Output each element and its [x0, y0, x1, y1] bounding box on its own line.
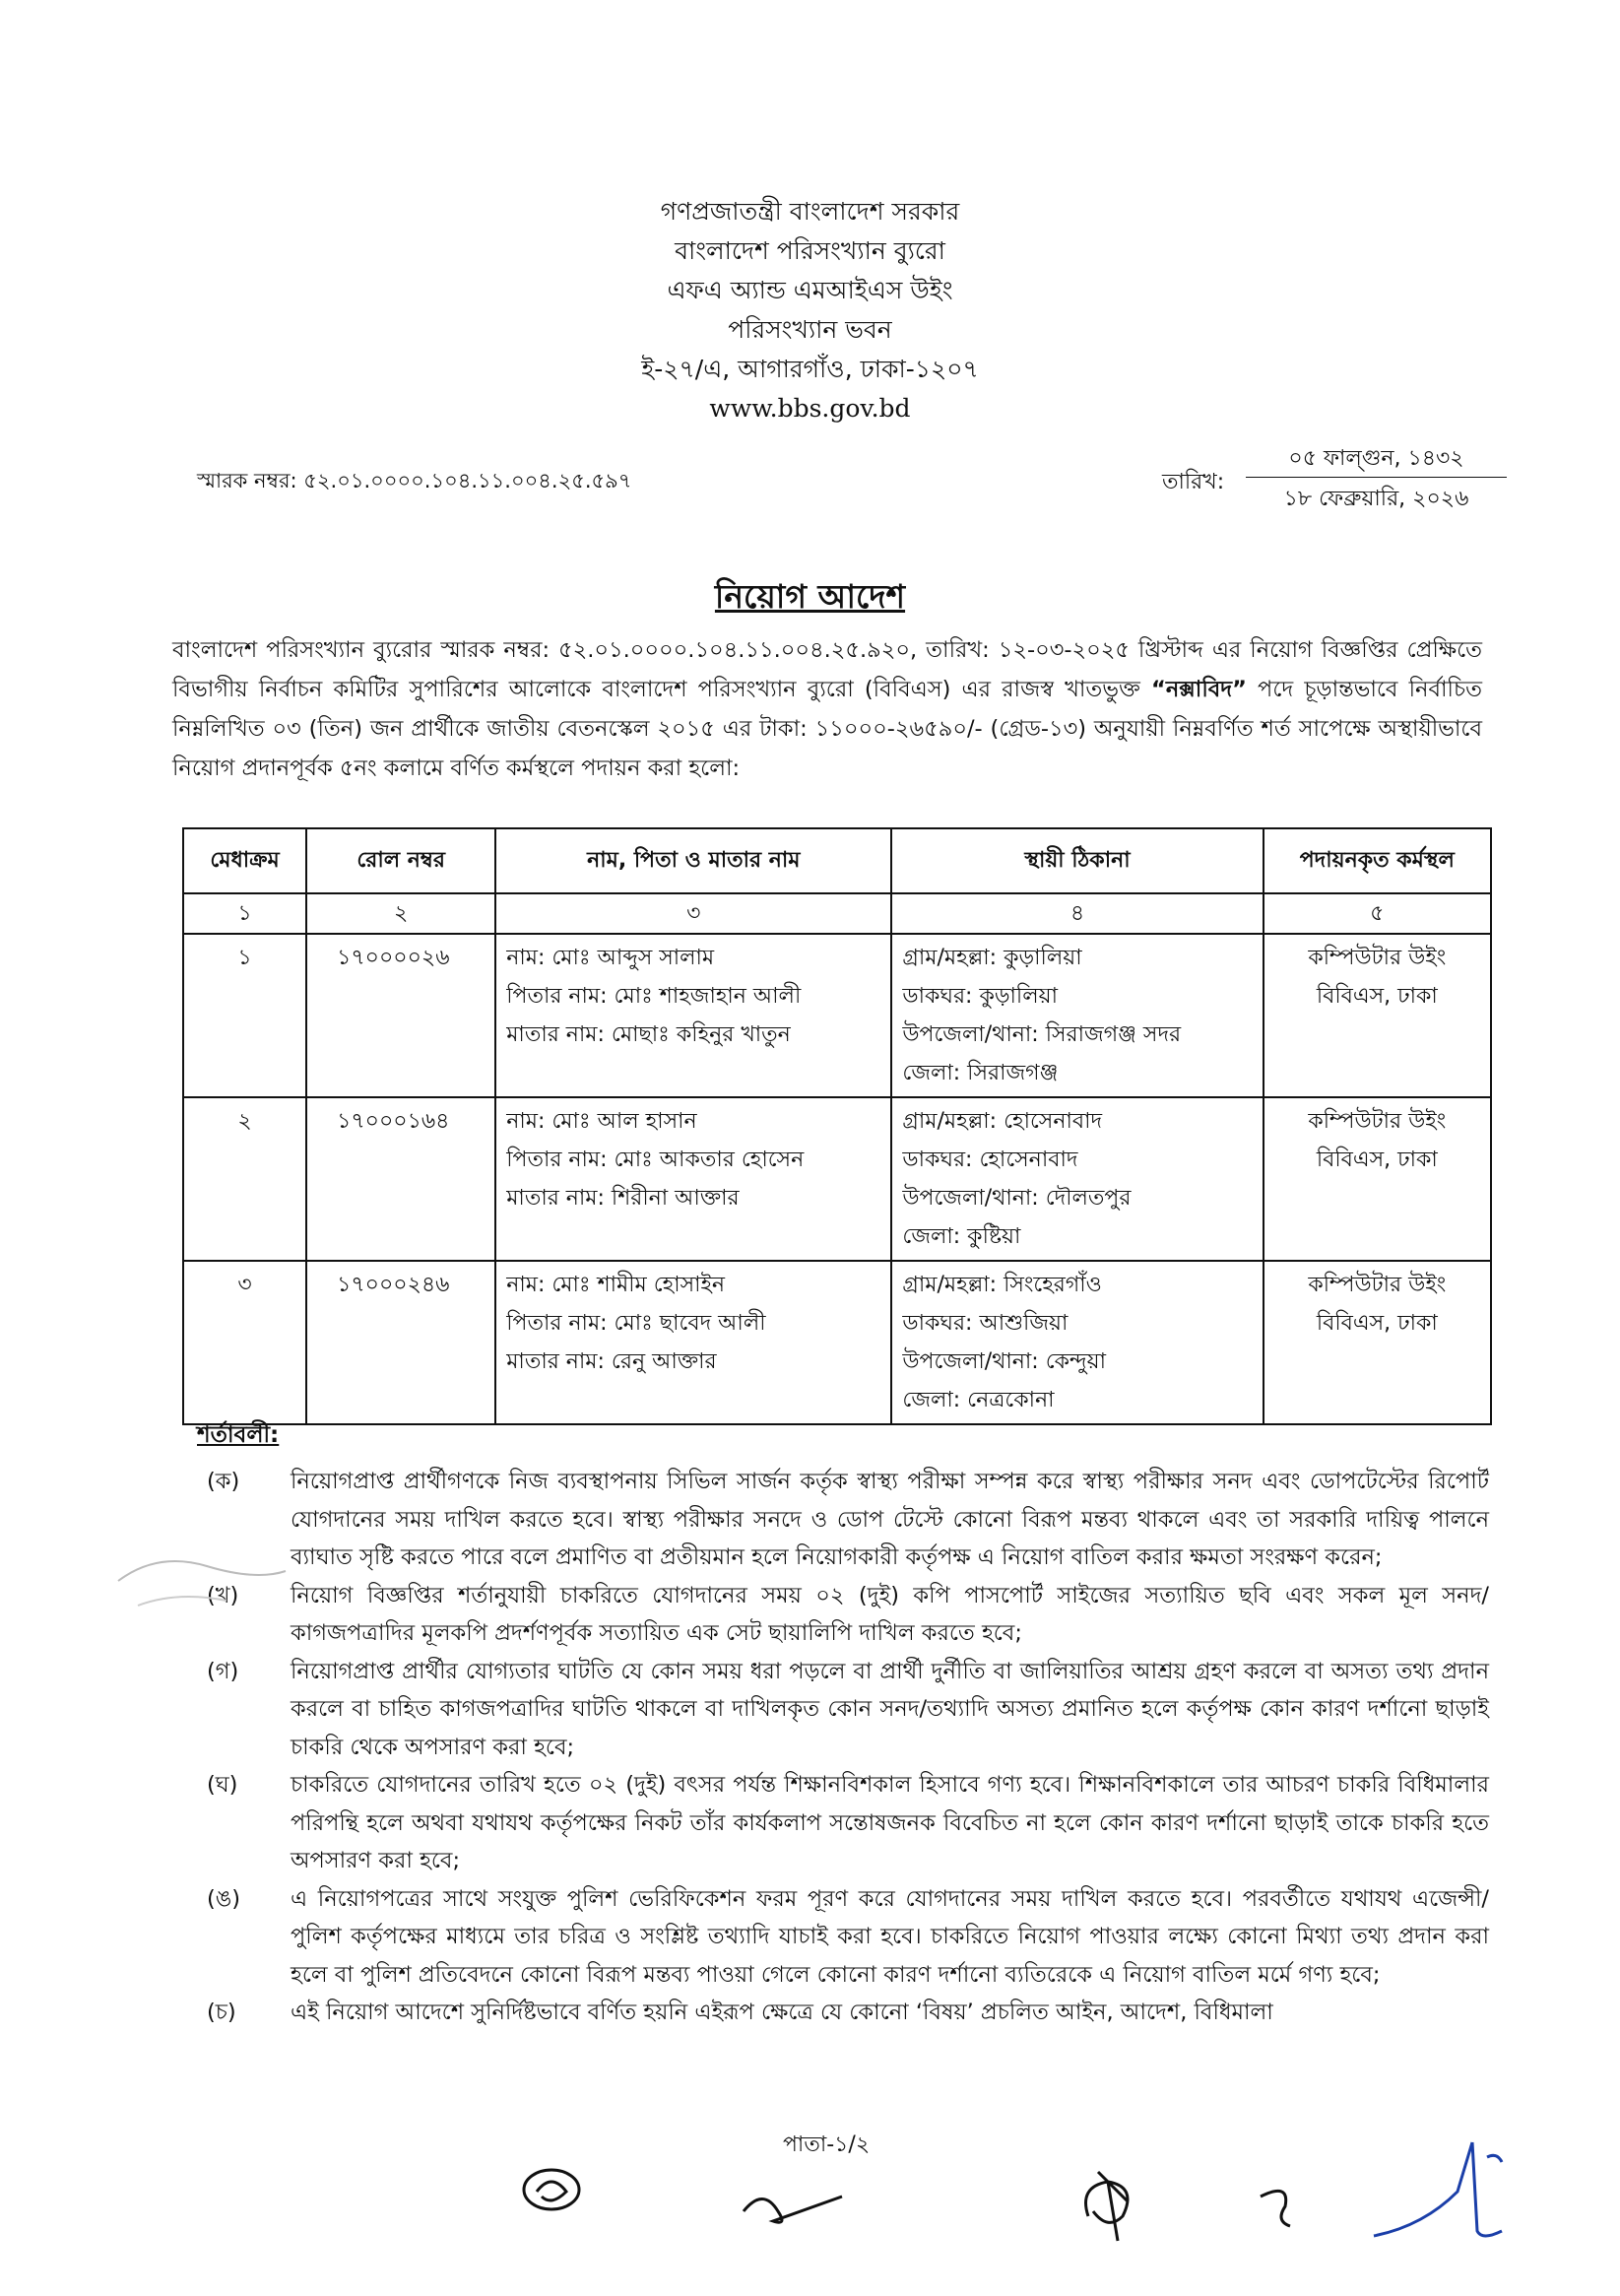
- initial-signature-3: [1069, 2157, 1157, 2246]
- post-office: ডাকঘর: কুড়ালিয়া: [902, 984, 1058, 1009]
- intro-paragraph: [172, 630, 1482, 788]
- col-number: ৫: [1264, 893, 1491, 934]
- initial-signature-1: [512, 2152, 591, 2221]
- table-row: [183, 934, 1491, 1097]
- candidate-name: নাম: মোঃ আল হাসান: [506, 1109, 697, 1134]
- appointees-table: [182, 827, 1492, 1425]
- father-name: পিতার নাম: মোঃ শাহজাহান আলী: [506, 984, 802, 1009]
- district: জেলা: কুষ্টিয়া: [902, 1224, 1021, 1249]
- condition-label: (ঘ): [207, 1772, 238, 1798]
- cell-address: [891, 1097, 1263, 1261]
- cell-posting: [1264, 1097, 1491, 1261]
- address: ই-২৭/এ, আগারগাঁও, ঢাকা-১২০৭: [641, 355, 979, 383]
- cell-address: [891, 1261, 1263, 1424]
- cell-name: [495, 934, 891, 1097]
- cell-name: [495, 1097, 891, 1261]
- upazila: উপজেলা/থানা: দৌলতপুর: [902, 1186, 1132, 1211]
- village: গ্রাম/মহল্লা: হোসেনাবাদ: [902, 1109, 1103, 1134]
- col-header-name: নাম, পিতা ও মাতার নাম: [495, 828, 891, 893]
- letterhead: [0, 192, 1620, 428]
- column-number-row: [183, 893, 1491, 934]
- condition-item: [197, 1653, 1489, 1767]
- condition-item: [197, 1577, 1489, 1653]
- table-header-row: [183, 828, 1491, 893]
- col-number: ৩: [495, 893, 891, 934]
- cell-roll: ১৭০০০০২৬: [306, 934, 495, 1097]
- cell-roll: ১৭০০০২৪৬: [306, 1261, 495, 1424]
- posting-wing: কম্পিউটার উইং: [1308, 1273, 1447, 1297]
- candidate-name: নাম: মোঃ শামীম হোসাইন: [506, 1273, 726, 1297]
- cell-name: [495, 1261, 891, 1424]
- intro-part2: পদে চূড়ান্তভাবে নির্বাচিত নিম্নলিখিত ০৩ (তিন) জন প্রার্থীকে জাতীয় বেতনস্কেল ২০১৫ এর টাকা: ১১০০০-২৬৫৯০/- (গ্রেড-১৩) অনুযায়ী নিম্নবর্ণিত শর্ত সাপেক্ষে অস্থায়ীভাবে নিয়োগ প্রদানপূর্বক ৫নং কলামে বর্ণিত কর্মস্থলে পদায়ন করা হলো:: [172, 677, 1482, 781]
- col-header-roll: রোল নম্বর: [306, 828, 495, 893]
- bureau-name: বাংলাদেশ পরিসংখ্যান ব্যুরো: [675, 236, 945, 265]
- condition-label: (খ): [207, 1582, 239, 1608]
- page-title: নিয়োগ আদেশ: [714, 577, 906, 616]
- upazila: উপজেলা/থানা: কেন্দুয়া: [902, 1349, 1107, 1374]
- condition-label: (গ): [207, 1658, 239, 1684]
- page-number: পাতা-১/২: [783, 2132, 871, 2157]
- col-header-serial: মেধাক্রম: [183, 828, 306, 893]
- intro-post: “নক্সাবিদ”: [1151, 677, 1247, 702]
- govt-name: গণপ্রজাতন্ত্রী বাংলাদেশ সরকার: [660, 197, 960, 226]
- date-label: তারিখ:: [1162, 470, 1225, 494]
- col-number: ৪: [891, 893, 1263, 934]
- posting-office: বিবিএস, ঢাকা: [1316, 1148, 1438, 1172]
- post-office: ডাকঘর: আশুজিয়া: [902, 1311, 1069, 1336]
- condition-item: [197, 1463, 1489, 1577]
- col-header-address: স্থায়ী ঠিকানা: [891, 828, 1263, 893]
- initial-signature-2: [734, 2177, 852, 2236]
- condition-text: নিয়োগ বিজ্ঞপ্তির শর্তানুযায়ী চাকরিতে যোগদানের সময় ০২ (দুই) কপি পাসপোর্ট সাইজের সত্যায়িত ছবি এবং সকল মূল সনদ/কাগজপত্রাদির মূলকপি প্রদর্শণপূর্বক সত্যায়িত এক সেট ছায়ালিপি দাখিল করতে হবে;: [291, 1582, 1489, 1646]
- father-name: পিতার নাম: মোঃ ছাবেদ আলী: [506, 1311, 766, 1336]
- village: গ্রাম/মহল্লা: সিংহেরগাঁও: [902, 1273, 1102, 1297]
- condition-text: নিয়োগপ্রাপ্ত প্রার্থীর যোগ্যতার ঘাটতি যে কোন সময় ধরা পড়লে বা প্রার্থী দুর্নীতি বা জালিয়াতির আশ্রয় গ্রহণ করলে বা অসত্য তথ্য প্রদান করলে বা চাহিত কাগজপত্রাদির ঘাটতি থাকলে বা দাখিলকৃত কোন সনদ/তথ্যাদি অসত্য প্রমানিত হলে কর্তৃপক্ষ কোন কারণ দর্শানো ছাড়াই চাকরি থেকে অপসারণ করা হবে;: [291, 1658, 1489, 1760]
- cell-roll: ১৭০০০১৬৪: [306, 1097, 495, 1261]
- cell-serial: ২: [183, 1097, 306, 1261]
- district: জেলা: সিরাজগঞ্জ: [902, 1061, 1059, 1085]
- table-row: [183, 1097, 1491, 1261]
- cell-serial: ৩: [183, 1261, 306, 1424]
- candidate-name: নাম: মোঃ আব্দুস সালাম: [506, 946, 715, 970]
- cell-posting: [1264, 934, 1491, 1097]
- father-name: পিতার নাম: মোঃ আকতার হোসেন: [506, 1148, 805, 1172]
- village: গ্রাম/মহল্লা: কুড়ালিয়া: [902, 946, 1082, 970]
- condition-item: [197, 1880, 1489, 1995]
- date-bangla: ০৫ ফাল্গুন, ১৪৩২: [1288, 446, 1464, 471]
- cell-address: [891, 934, 1263, 1097]
- district: জেলা: নেত্রকোনা: [902, 1388, 1055, 1412]
- col-number: ২: [306, 893, 495, 934]
- faint-stamp-mark: [98, 1512, 295, 1650]
- condition-item: [197, 1994, 1489, 2032]
- initial-signature-4: [1251, 2177, 1310, 2236]
- mother-name: মাতার নাম: রেনু আক্তার: [506, 1349, 717, 1374]
- posting-wing: কম্পিউটার উইং: [1308, 1109, 1447, 1134]
- date-divider: [1246, 477, 1507, 478]
- mother-name: মাতার নাম: মোছাঃ কহিনুর খাতুন: [506, 1022, 791, 1047]
- posting-office: বিবিএস, ঢাকা: [1316, 984, 1438, 1009]
- upazila: উপজেলা/থানা: সিরাজগঞ্জ সদর: [902, 1022, 1182, 1047]
- condition-text: এই নিয়োগ আদেশে সুনির্দিষ্টভাবে বর্ণিত হয়নি এইরূপ ক্ষেত্রে যে কোনো ‘বিষয়’ প্রচলিত আইন, আদেশ, বিধিমালা: [291, 2000, 1273, 2025]
- post-office: ডাকঘর: হোসেনাবাদ: [902, 1148, 1078, 1172]
- conditions-heading: শর্তাবলী:: [197, 1422, 280, 1448]
- posting-office: বিবিএস, ঢাকা: [1316, 1311, 1438, 1336]
- mother-name: মাতার নাম: শিরীনা আক্তার: [506, 1186, 740, 1211]
- col-number: ১: [183, 893, 306, 934]
- conditions-list: [197, 1463, 1489, 2032]
- condition-label: (চ): [207, 2000, 236, 2025]
- table-row: [183, 1261, 1491, 1424]
- posting-wing: কম্পিউটার উইং: [1308, 946, 1447, 970]
- condition-item: [197, 1766, 1489, 1880]
- wing-name: এফএ অ্যান্ড এমআইএস উইং: [667, 276, 953, 304]
- building-name: পরিসংখ্যান ভবন: [728, 315, 892, 344]
- memo-reference: স্মারক নম্বর: ৫২.০১.০০০০.১০৪.১১.০০৪.২৫.৫৯৭: [197, 469, 632, 492]
- date-english: ১৮ ফেব্রুয়ারি, ২০২৬: [1283, 487, 1469, 511]
- condition-label: (ঙ): [207, 1885, 241, 1912]
- cell-posting: [1264, 1261, 1491, 1424]
- condition-label: (ক): [207, 1469, 240, 1494]
- col-header-posting: পদায়নকৃত কর্মস্থল: [1264, 828, 1491, 893]
- condition-text: নিয়োগপ্রাপ্ত প্রার্থীগণকে নিজ ব্যবস্থাপনায় সিভিল সার্জন কর্তৃক স্বাস্থ্য পরীক্ষা সম্পন্ন করে স্বাস্থ্য পরীক্ষার সনদ এবং ডোপটেস্টের রিপোর্ট যোগদানের সময় দাখিল করতে হবে। স্বাস্থ্য পরীক্ষার সনদে ও ডোপ টেস্টে কোনো বিরূপ মন্তব্য থাকলে এবং তা সরকারি দায়িত্ব পালনে ব্যাঘাত সৃষ্টি করতে পারে বলে প্রমাণিত বা প্রতীয়মান হলে নিয়োগকারী কর্তৃপক্ষ এ নিয়োগ বাতিল করার ক্ষমতা সংরক্ষণ করেন;: [291, 1469, 1489, 1570]
- condition-text: চাকরিতে যোগদানের তারিখ হতে ০২ (দুই) বৎসর পর্যন্ত শিক্ষানবিশকাল হিসাবে গণ্য হবে। শিক্ষানবিশকালে তার আচরণ চাকরি বিধিমালার পরিপন্থি হলে অথবা যথাযথ কর্তৃপক্ষের নিকট তাঁর কার্যকলাপ সন্তোষজনক বিবেচিত না হলে কোন কারণ দর্শানো ছাড়াই তাকে চাকরি হতে অপসারণ করা হবে;: [291, 1772, 1489, 1873]
- website-link[interactable]: www.bbs.gov.bd: [709, 394, 911, 423]
- condition-text: এ নিয়োগপত্রের সাথে সংযুক্ত পুলিশ ভেরিফিকেশন ফরম পূরণ করে যোগদানের সময় দাখিল করতে হবে। পরবর্তীতে যথাযথ এজেন্সী/ পুলিশ কর্তৃপক্ষের মাধ্যমে তার চরিত্র ও সংশ্লিষ্ট তথ্যাদি যাচাই করা হবে। চাকরিতে নিয়োগ পাওয়ার লক্ষ্যে কোনো মিথ্যা তথ্য প্রদান করা হলে বা পুলিশ প্রতিবেদনে কোনো বিরূপ মন্তব্য পাওয়া গেলে কোনো কারণ দর্শানো ব্যতিরেকে এ নিয়োগ বাতিল মর্মে গণ্য হবে;: [291, 1885, 1489, 1988]
- blue-ink-signature: [1364, 2132, 1512, 2251]
- intro-part1: বাংলাদেশ পরিসংখ্যান ব্যুরোর স্মারক নম্বর: ৫২.০১.০০০০.১০৪.১১.০০৪.২৫.৯২০, তারিখ: ১২-০৩-২০২৫ খ্রিস্টাব্দ এর নিয়োগ বিজ্ঞপ্তির প্রেক্ষিতে বিভাগীয় নির্বাচন কমিটির সুপারিশের আলোকে বাংলাদেশ পরিসংখ্যান ব্যুরো (বিবিএস) এর রাজস্ব খাতভুক্ত: [172, 637, 1482, 702]
- cell-serial: ১: [183, 934, 306, 1097]
